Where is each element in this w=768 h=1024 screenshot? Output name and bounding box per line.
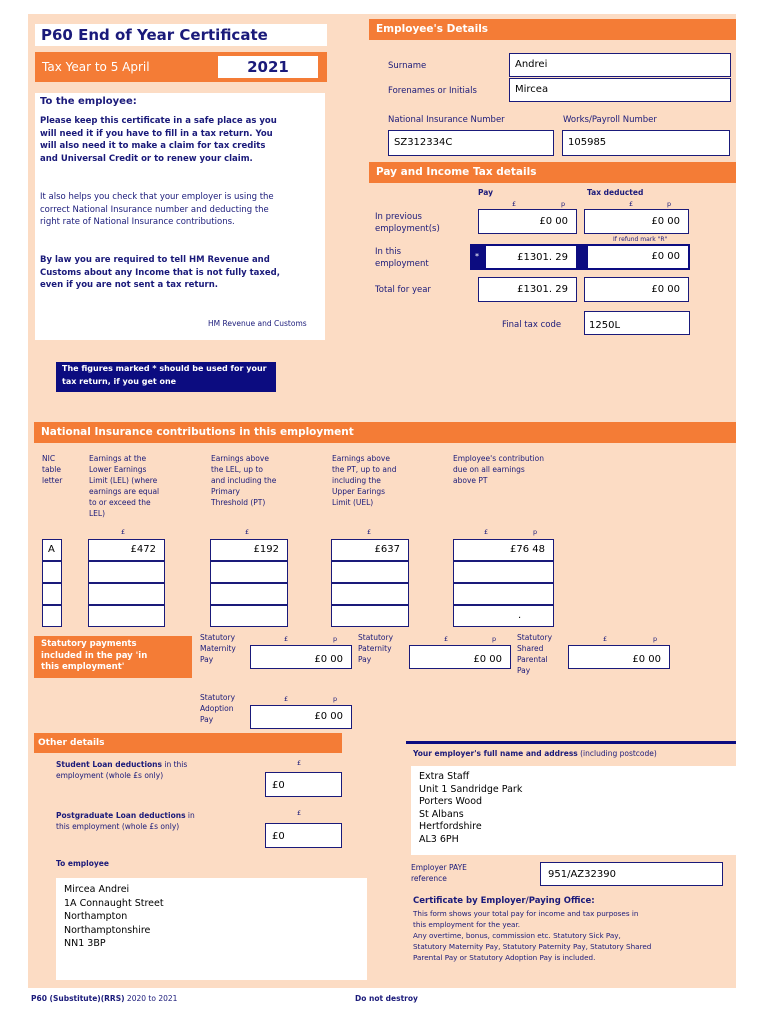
paye-field[interactable]: 951/AZ32390 <box>540 862 723 886</box>
shpp-field[interactable]: £0 00 <box>568 645 670 669</box>
this-pay-star-marker: * <box>470 244 484 270</box>
employer-divider <box>406 741 736 744</box>
employer-address: Extra Staff Unit 1 Sandridge Park Porters Wood St Albans Hertfordshire AL3 6PH <box>411 766 750 855</box>
pt-pound-mark: £ <box>245 528 250 536</box>
tax-year-label: Tax Year to 5 April <box>42 60 150 74</box>
pg-loan-field[interactable]: £0 <box>265 823 342 848</box>
notice-signature: HM Revenue and Customs <box>208 319 307 328</box>
pg-loan-label <box>56 810 201 832</box>
surname-label: Surname <box>388 61 427 71</box>
ni-contrib-field-empty[interactable] <box>453 605 554 627</box>
ni-pt-field-empty[interactable] <box>210 561 288 583</box>
form-reference <box>31 994 177 1003</box>
ni-uel-field-empty[interactable] <box>331 561 409 583</box>
figures-note: The figures marked * should be used for your tax return, if you get one <box>56 362 276 392</box>
notice-paragraph-1: Please keep this certificate in a safe place as you will need it if you have to fill in a tax return. You will also need it to make a claim for tax credits and Universal Credit or to renew your claim. <box>40 116 277 164</box>
payroll-number-field[interactable]: 105985 <box>562 130 730 156</box>
ni-pt-field-empty[interactable] <box>210 605 288 627</box>
ni-col-letter: NIC table letter <box>42 454 63 485</box>
ni-letter-field-empty[interactable] <box>42 561 62 583</box>
notice-heading: To the employee: <box>40 96 137 107</box>
spp-pound-mark: £ <box>444 635 449 643</box>
employee-address: Mircea Andrei 1A Connaught Street Northampton Northamptonshire NN1 3BP <box>56 878 367 980</box>
to-employee-label: To employee <box>56 859 109 868</box>
ni-col-contrib: Employee's contribution due on all earnings above PT <box>453 454 544 485</box>
ni-pt-field[interactable]: £192 <box>210 539 288 561</box>
ni-contrib-field[interactable]: £76 48 <box>453 539 554 561</box>
tax-pound-mark: £ <box>629 200 634 208</box>
this-tax-star-marker <box>578 244 586 270</box>
notice-paragraph-3: By law you are required to tell HM Revenue and Customs about any Income that is not fully taxed, even if you are not sent a tax return. <box>40 255 280 290</box>
student-loan-label-rest: in this employment (whole £s only) <box>56 760 188 780</box>
sap-field[interactable]: £0 00 <box>250 705 352 729</box>
ni-lel-field[interactable]: £472 <box>88 539 165 561</box>
pg-loan-pound-mark: £ <box>297 809 302 817</box>
other-details-header: Other details <box>34 733 342 753</box>
pay-tax-header: Pay and Income Tax details <box>369 162 736 183</box>
ni-letter-field-empty[interactable] <box>42 605 62 627</box>
uel-pound-mark: £ <box>367 528 372 536</box>
smp-pence-mark: p <box>333 635 338 643</box>
total-pay-field[interactable]: £1301. 29 <box>478 277 577 302</box>
pg-loan-label-bold: Postgraduate Loan deductions <box>56 811 186 820</box>
form-reference-rest: 2020 to 2021 <box>124 994 178 1003</box>
ni-letter-field[interactable]: A <box>42 539 62 561</box>
pay-pence-mark: p <box>561 200 566 208</box>
smp-pound-mark: £ <box>284 635 289 643</box>
shpp-pence-mark: p <box>653 635 658 643</box>
ni-lel-field-empty[interactable] <box>88 605 165 627</box>
notice-paragraph-2: It also helps you check that your employer is using the correct National Insurance number and deducting the right rate of National Insurance contributions. <box>40 192 274 227</box>
previous-employment-label: In previous employment(s) <box>375 212 440 234</box>
ni-contrib-field-empty[interactable] <box>453 583 554 605</box>
employer-label <box>413 749 657 758</box>
ni-contrib-field-empty[interactable] <box>453 561 554 583</box>
sap-pound-mark: £ <box>284 695 289 703</box>
ni-uel-field-empty[interactable] <box>331 583 409 605</box>
final-tax-code-label: Final tax code <box>502 320 562 330</box>
spp-field[interactable]: £0 00 <box>409 645 511 669</box>
ni-lel-field-empty[interactable] <box>88 583 165 605</box>
sap-label: Statutory Adoption Pay <box>200 693 236 724</box>
paye-label: Employer PAYE reference <box>411 863 467 883</box>
contrib-pence-mark: p <box>533 528 538 536</box>
form-reference-bold: P60 (Substitute)(RRS) <box>31 994 125 1003</box>
smp-label: Statutory Maternity Pay <box>200 633 236 664</box>
shpp-pound-mark: £ <box>603 635 608 643</box>
student-loan-field[interactable]: £0 <box>265 772 342 797</box>
ni-header: National Insurance contributions in this employment <box>34 422 736 443</box>
tax-pence-mark: p <box>667 200 672 208</box>
ni-contrib-dot: . <box>518 610 522 621</box>
student-loan-pound-mark: £ <box>297 759 302 767</box>
smp-field[interactable]: £0 00 <box>250 645 352 669</box>
pay-pound-mark: £ <box>512 200 517 208</box>
surname-field[interactable]: Andrei <box>509 53 731 77</box>
pay-column-header: Pay <box>478 188 494 197</box>
previous-pay-field[interactable]: £0 00 <box>478 209 577 234</box>
forenames-field[interactable]: Mircea <box>509 78 731 102</box>
contrib-pound-mark: £ <box>484 528 489 536</box>
payroll-number-label: Works/Payroll Number <box>563 115 657 125</box>
ni-letter-field-empty[interactable] <box>42 583 62 605</box>
final-tax-code-field[interactable]: 1250L <box>584 311 690 335</box>
spp-pence-mark: p <box>492 635 497 643</box>
spp-label: Statutory Paternity Pay <box>358 633 394 664</box>
this-employment-label: In this employment <box>375 247 429 269</box>
certificate-heading: Certificate by Employer/Paying Office: <box>413 896 595 906</box>
total-year-label: Total for year <box>375 285 431 295</box>
ni-col-uel: Earnings above the PT, up to and including the Upper Earings Limit (UEL) <box>332 454 397 507</box>
sap-pence-mark: p <box>333 695 338 703</box>
certificate-text: This form shows your total pay for income and tax purposes in this employment for the year. Any overtime, bonus, commission etc. Statutory Sick Pay, Statutory Maternity Pay, Statutory Paternity Pay, Statutory Shared Parental Pay or Statutory Adoption Pay is included. <box>413 909 652 962</box>
student-loan-label <box>56 759 201 781</box>
lel-pound-mark: £ <box>121 528 126 536</box>
forenames-label: Forenames or Initials <box>388 86 477 96</box>
ni-lel-field-empty[interactable] <box>88 561 165 583</box>
pg-loan-label-rest: in this employment (whole £s only) <box>56 811 195 831</box>
tax-year-value: 2021 <box>218 56 318 78</box>
statutory-header-text: Statutory payments included in the pay 'in this employment' <box>41 639 148 672</box>
employer-label-rest: (including postcode) <box>577 749 657 758</box>
do-not-destroy: Do not destroy <box>355 994 418 1003</box>
ni-number-label: National Insurance Number <box>388 115 505 125</box>
ni-uel-field-empty[interactable] <box>331 605 409 627</box>
student-loan-label-bold: Student Loan deductions <box>56 760 162 769</box>
ni-col-lel: Earnings at the Lower Earnings Limit (LEL) (where earnings are equal to or exceed the LEL) <box>89 454 160 518</box>
ni-col-pt: Earnings above the LEL, up to and including the Primary Threshold (PT) <box>211 454 277 507</box>
refund-note: If refund mark "R" <box>613 236 668 243</box>
employee-details-header: Employee's Details <box>369 19 736 40</box>
this-pay-field[interactable]: £1301. 29 <box>484 244 578 270</box>
previous-tax-field[interactable]: £0 00 <box>584 209 689 234</box>
ni-pt-field-empty[interactable] <box>210 583 288 605</box>
this-tax-field[interactable]: £0 00 <box>586 244 690 270</box>
ni-uel-field[interactable]: £637 <box>331 539 409 561</box>
page-title: P60 End of Year Certificate <box>35 24 327 46</box>
shpp-label: Statutory Shared Parental Pay <box>517 633 553 675</box>
total-tax-field[interactable]: £0 00 <box>584 277 689 302</box>
tax-column-header: Tax deducted <box>587 188 644 197</box>
employer-label-bold: Your employer's full name and address <box>413 749 578 758</box>
ni-number-field[interactable]: SZ312334C <box>388 130 554 156</box>
